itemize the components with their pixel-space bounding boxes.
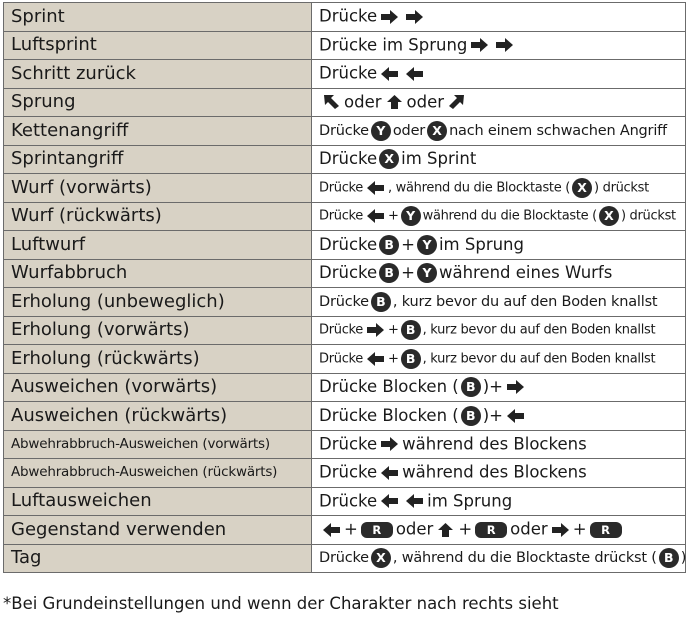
- input-text: während des Blockens: [402, 462, 587, 482]
- action-name: Erholung (vorwärts): [4, 316, 312, 345]
- x-button-icon: X: [599, 206, 619, 226]
- control-row: [4, 231, 686, 260]
- input-text: Drücke: [319, 550, 369, 566]
- input-text: im Sprung: [438, 234, 524, 254]
- up-right-arrow-icon: [447, 94, 466, 110]
- up-left-arrow-icon: [322, 94, 341, 110]
- input-text: , während du die Blocktaste (: [388, 180, 571, 196]
- input-text: nach einem schwachen Angriff: [449, 122, 667, 139]
- right-arrow-icon: [380, 9, 399, 25]
- input-text: Drücke: [319, 63, 378, 83]
- input-text: Drücke Blocken (: [319, 405, 459, 425]
- input-text: Drücke: [319, 122, 369, 139]
- input-text: oder: [344, 92, 382, 112]
- b-button-icon: B: [379, 263, 399, 283]
- input-text: , während du die Blocktaste drückst (: [392, 550, 657, 566]
- left-arrow-icon: [405, 66, 424, 82]
- control-row: [4, 373, 686, 402]
- action-name: Erholung (rückwärts): [4, 345, 312, 374]
- input-description: [312, 316, 686, 345]
- input-text: ) drückst: [620, 208, 676, 224]
- input-description: [312, 288, 686, 317]
- x-button-icon: X: [427, 121, 447, 141]
- input-text: Drücke: [319, 149, 378, 168]
- input-description: [312, 145, 686, 174]
- control-row: [4, 487, 686, 516]
- b-button-icon: B: [401, 349, 421, 369]
- input-text: Drücke: [319, 6, 378, 26]
- control-row: [4, 117, 686, 146]
- input-text: +: [458, 519, 473, 539]
- input-description: [312, 345, 686, 374]
- y-button-icon: Y: [417, 263, 437, 283]
- control-row: [4, 459, 686, 488]
- input-text: oder: [392, 122, 426, 139]
- b-button-icon: B: [401, 320, 421, 340]
- action-name: Luftausweichen: [4, 487, 312, 516]
- input-text: , kurz bevor du auf den Boden knallst: [422, 351, 656, 367]
- input-description: [312, 231, 686, 260]
- b-button-icon: B: [461, 406, 481, 426]
- action-name: Erholung (unbeweglich): [4, 288, 312, 317]
- input-text: Drücke: [319, 462, 378, 482]
- input-text: Drücke: [319, 491, 378, 511]
- control-row: [4, 345, 686, 374]
- action-name: Ausweichen (vorwärts): [4, 373, 312, 402]
- input-text: Drücke Blocken (: [319, 377, 459, 396]
- input-text: während du die Blocktaste (: [422, 208, 597, 224]
- action-name: Wurfabbruch: [4, 259, 312, 288]
- input-text: ) drückst: [594, 180, 649, 196]
- b-button-icon: B: [659, 548, 679, 568]
- action-name: Schritt zurück: [4, 60, 312, 89]
- input-description: [312, 487, 686, 516]
- left-arrow-icon: [366, 351, 385, 367]
- action-name: Luftsprint: [4, 31, 312, 60]
- r-button-icon: R: [475, 522, 507, 538]
- controls-table-body: [4, 3, 686, 573]
- input-description: [312, 459, 686, 488]
- action-name: Ausweichen (rückwärts): [4, 402, 312, 431]
- input-description: [312, 373, 686, 402]
- input-text: oder: [406, 92, 445, 112]
- action-name: Luftwurf: [4, 231, 312, 260]
- control-row: [4, 31, 686, 60]
- input-text: im Sprint: [401, 149, 477, 168]
- b-button-icon: B: [371, 292, 391, 312]
- input-text: im Sprung: [427, 491, 513, 511]
- action-name: Kettenangriff: [4, 117, 312, 146]
- input-text: oder: [510, 519, 548, 539]
- left-arrow-icon: [380, 66, 399, 82]
- input-text: Drücke: [319, 293, 369, 310]
- action-name: Abwehrabbruch-Ausweichen (vorwärts): [4, 430, 312, 459]
- left-arrow-icon: [366, 180, 385, 196]
- control-row: [4, 88, 686, 117]
- input-text: Drücke: [319, 351, 364, 367]
- action-name: Wurf (vorwärts): [4, 174, 312, 203]
- input-description: [312, 516, 686, 545]
- right-arrow-icon: [470, 37, 489, 53]
- y-button-icon: Y: [371, 121, 391, 141]
- control-row: [4, 60, 686, 89]
- up-arrow-icon: [436, 522, 455, 538]
- input-text: , kurz bevor du auf den Boden knallst: [422, 322, 656, 338]
- input-text: Drücke: [319, 180, 364, 196]
- input-description: [312, 430, 686, 459]
- x-button-icon: X: [572, 178, 592, 198]
- input-text: während des Blockens: [402, 434, 587, 454]
- input-text: Drücke: [319, 208, 364, 224]
- input-text: +: [401, 263, 415, 282]
- controls-table: [3, 2, 686, 573]
- input-text: +: [572, 519, 587, 539]
- input-description: [312, 3, 686, 32]
- input-text: Drücke: [319, 434, 378, 454]
- left-arrow-icon: [380, 493, 399, 509]
- input-description: [312, 31, 686, 60]
- input-description: [312, 60, 686, 89]
- action-name: Sprung: [4, 88, 312, 117]
- input-text: )+: [482, 405, 503, 425]
- control-row: [4, 430, 686, 459]
- right-arrow-icon: [366, 322, 385, 338]
- left-arrow-icon: [506, 408, 525, 424]
- input-text: +: [388, 351, 399, 367]
- up-arrow-icon: [385, 94, 404, 110]
- r-button-icon: R: [590, 522, 622, 538]
- input-text: während eines Wurfs: [438, 263, 613, 282]
- x-button-icon: X: [379, 149, 399, 169]
- control-row: [4, 288, 686, 317]
- input-text: Drücke: [319, 263, 378, 282]
- input-text: Drücke: [319, 234, 378, 254]
- input-text: Drücke im Sprung: [319, 35, 468, 55]
- input-description: [312, 259, 686, 288]
- input-description: [312, 88, 686, 117]
- left-arrow-icon: [322, 522, 341, 538]
- control-row: [4, 259, 686, 288]
- b-button-icon: B: [461, 377, 481, 397]
- input-description: [312, 202, 686, 231]
- action-name: Tag: [4, 544, 312, 573]
- action-name: Abwehrabbruch-Ausweichen (rückwärts): [4, 459, 312, 488]
- input-description: [312, 174, 686, 203]
- input-description: [312, 544, 686, 573]
- input-text: +: [388, 322, 399, 338]
- control-row: [4, 3, 686, 32]
- input-text: )+: [482, 377, 503, 396]
- input-text: , kurz bevor du auf den Boden knallst: [392, 293, 658, 310]
- control-row: [4, 202, 686, 231]
- control-row: [4, 316, 686, 345]
- y-button-icon: Y: [417, 235, 437, 255]
- input-text: oder: [395, 519, 434, 539]
- action-name: Gegenstand verwenden: [4, 516, 312, 545]
- control-row: [4, 402, 686, 431]
- right-arrow-icon: [551, 522, 570, 538]
- y-button-icon: Y: [401, 206, 421, 226]
- left-arrow-icon: [380, 465, 399, 481]
- input-text: +: [401, 234, 415, 254]
- action-name: Sprintangriff: [4, 145, 312, 174]
- action-name: Wurf (rückwärts): [4, 202, 312, 231]
- right-arrow-icon: [380, 436, 399, 452]
- x-button-icon: X: [371, 548, 391, 568]
- input-text: ): [680, 550, 687, 566]
- input-text: +: [388, 208, 399, 224]
- action-name: Sprint: [4, 3, 312, 32]
- input-description: [312, 402, 686, 431]
- input-text: Drücke: [319, 322, 364, 338]
- footnote: *Bei Grundeinstellungen und wenn der Charakter nach rechts sieht: [3, 594, 559, 613]
- control-row: [4, 174, 686, 203]
- right-arrow-icon: [506, 379, 525, 395]
- b-button-icon: B: [379, 235, 399, 255]
- control-row: [4, 544, 686, 573]
- left-arrow-icon: [366, 208, 385, 224]
- control-row: [4, 516, 686, 545]
- left-arrow-icon: [405, 493, 424, 509]
- right-arrow-icon: [495, 37, 514, 53]
- input-text: +: [344, 519, 358, 539]
- input-description: [312, 117, 686, 146]
- r-button-icon: R: [361, 522, 393, 538]
- control-row: [4, 145, 686, 174]
- right-arrow-icon: [405, 9, 424, 25]
